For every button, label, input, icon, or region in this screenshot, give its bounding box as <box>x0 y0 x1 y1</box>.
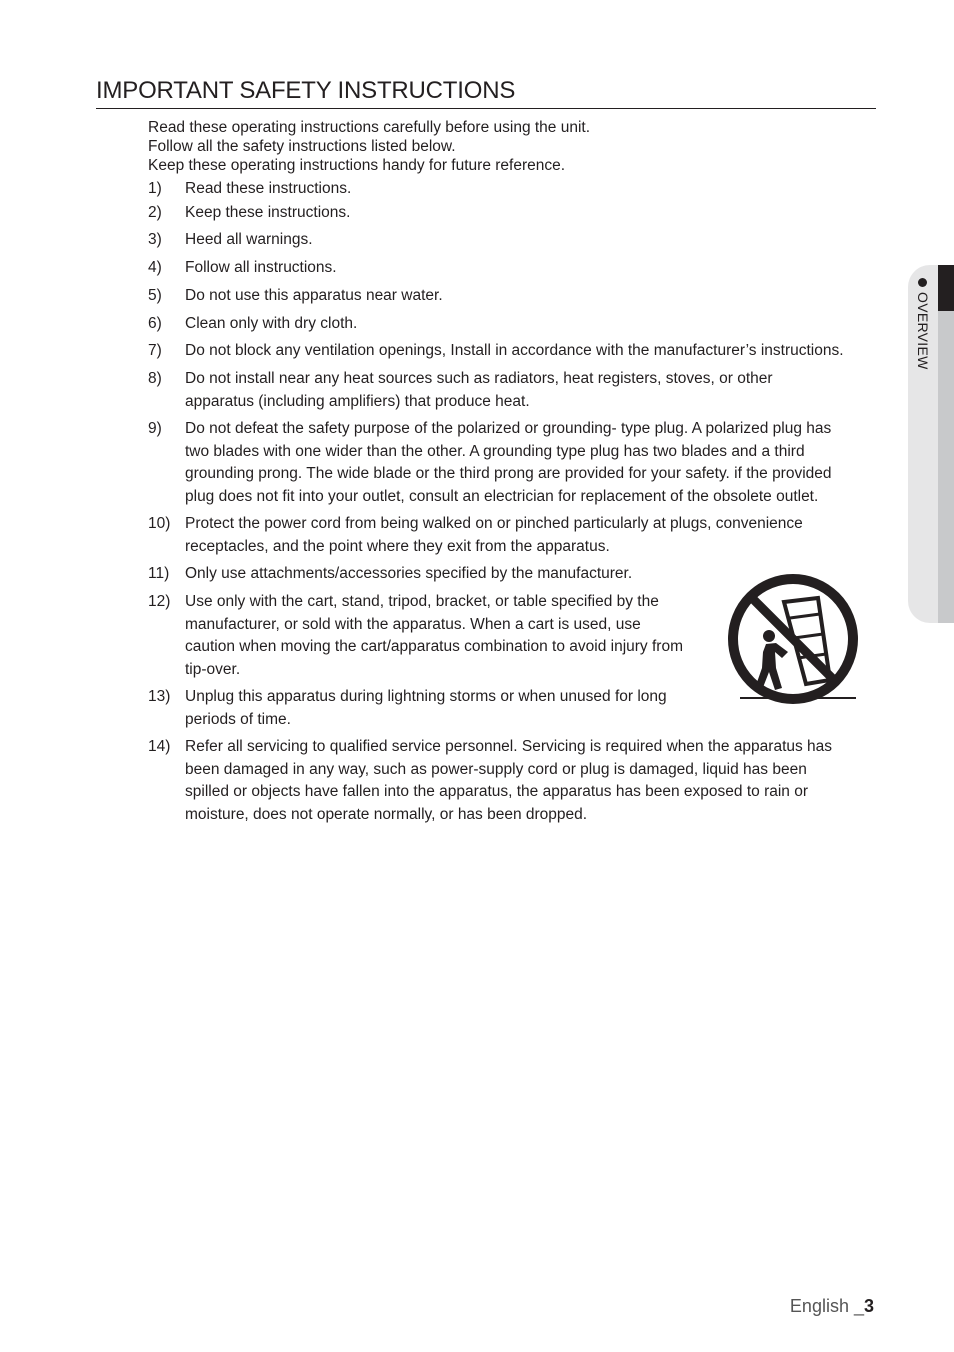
item-number: 12) <box>148 593 171 610</box>
item-number: 13) <box>148 688 171 705</box>
item-text: Read these instructions. <box>185 180 352 197</box>
footer-language: English _ <box>789 1296 864 1316</box>
item-text: Use only with the cart, stand, tripod, bracket, or table specified by the <box>185 593 659 610</box>
item-text: two blades with one wider than the other. A grounding type plug has two blades and a third <box>185 442 805 460</box>
item-text: Protect the power cord from being walked on or pinched particularly at plugs, convenience <box>185 515 803 532</box>
item-number: 11) <box>148 565 170 582</box>
item-text: caution when moving the cart/apparatus combination to avoid injury from <box>185 638 683 655</box>
item-text: tip-over. <box>185 660 241 678</box>
item-text: been damaged in any way, such as power-supply cord or plug is damaged, liquid has been <box>185 760 807 778</box>
item-number: 3) <box>148 231 162 248</box>
item-number: 8) <box>148 370 162 387</box>
item-text: grounding prong. The wide blade or the third prong are provided for your safety. if the provided <box>185 465 832 482</box>
item-text: periods of time. <box>185 710 291 728</box>
item-number: 10) <box>148 515 171 532</box>
page-footer <box>790 1296 874 1317</box>
side-tab-label: OVERVIEW <box>915 292 931 370</box>
item-text: Refer all servicing to qualified service personnel. Servicing is required when the apparatus has <box>185 738 833 755</box>
item-text: Only use attachments/accessories specified by the manufacturer. <box>185 565 633 582</box>
intro-text <box>148 118 848 175</box>
item-number: 2) <box>148 204 162 221</box>
item-text: apparatus (including amplifiers) that produce heat. <box>185 392 530 410</box>
item-text: manufacturer, or sold with the apparatus. When a cart is used, use <box>185 615 641 633</box>
item-text: Do not block any ventilation openings, Install in accordance with the manufacturer’s instructions. <box>185 342 844 359</box>
item-number: 6) <box>148 315 162 332</box>
item-number: 14) <box>148 738 171 755</box>
item-text: Do not install near any heat sources such as radiators, heat registers, stoves, or other <box>185 370 773 387</box>
item-text: spilled or objects have fallen into the apparatus, the apparatus has been exposed to rain or <box>185 783 808 800</box>
item-text: Follow all instructions. <box>185 259 337 276</box>
item-text: Unplug this apparatus during lightning storms or when unused for long <box>185 688 667 705</box>
item-text: moisture, does not operate normally, or has been dropped. <box>185 805 588 823</box>
item-number: 1) <box>148 180 162 197</box>
item-text: plug does not fit into your outlet, consult an electrician for replacement of the obsolete outlet. <box>185 487 819 505</box>
bullet-icon <box>918 278 927 287</box>
item-text: Do not use this apparatus near water. <box>185 287 443 304</box>
item-text: receptacles, and the point where they exit from the apparatus. <box>185 537 610 555</box>
item-number: 7) <box>148 342 162 359</box>
side-tab-marker <box>938 265 954 311</box>
page-number: 3 <box>863 1296 874 1316</box>
intro-line: Keep these operating instructions handy for future reference. <box>148 157 566 174</box>
item-text: Clean only with dry cloth. <box>185 315 358 332</box>
intro-line: Read these operating instructions carefully before using the unit. <box>148 119 591 136</box>
item-number: 4) <box>148 259 162 276</box>
side-tab-bar <box>938 265 954 623</box>
item-text: Keep these instructions. <box>185 204 351 221</box>
item-number: 5) <box>148 287 162 304</box>
item-number: 9) <box>148 420 162 437</box>
intro-line: Follow all the safety instructions listed below. <box>148 138 456 155</box>
page-title: IMPORTANT SAFETY INSTRUCTIONS <box>96 76 876 109</box>
item-text: Heed all warnings. <box>185 231 313 248</box>
item-text: Do not defeat the safety purpose of the polarized or grounding- type plug. A polarized plug has <box>185 420 832 437</box>
cart-tipover-warning-icon <box>726 572 860 706</box>
